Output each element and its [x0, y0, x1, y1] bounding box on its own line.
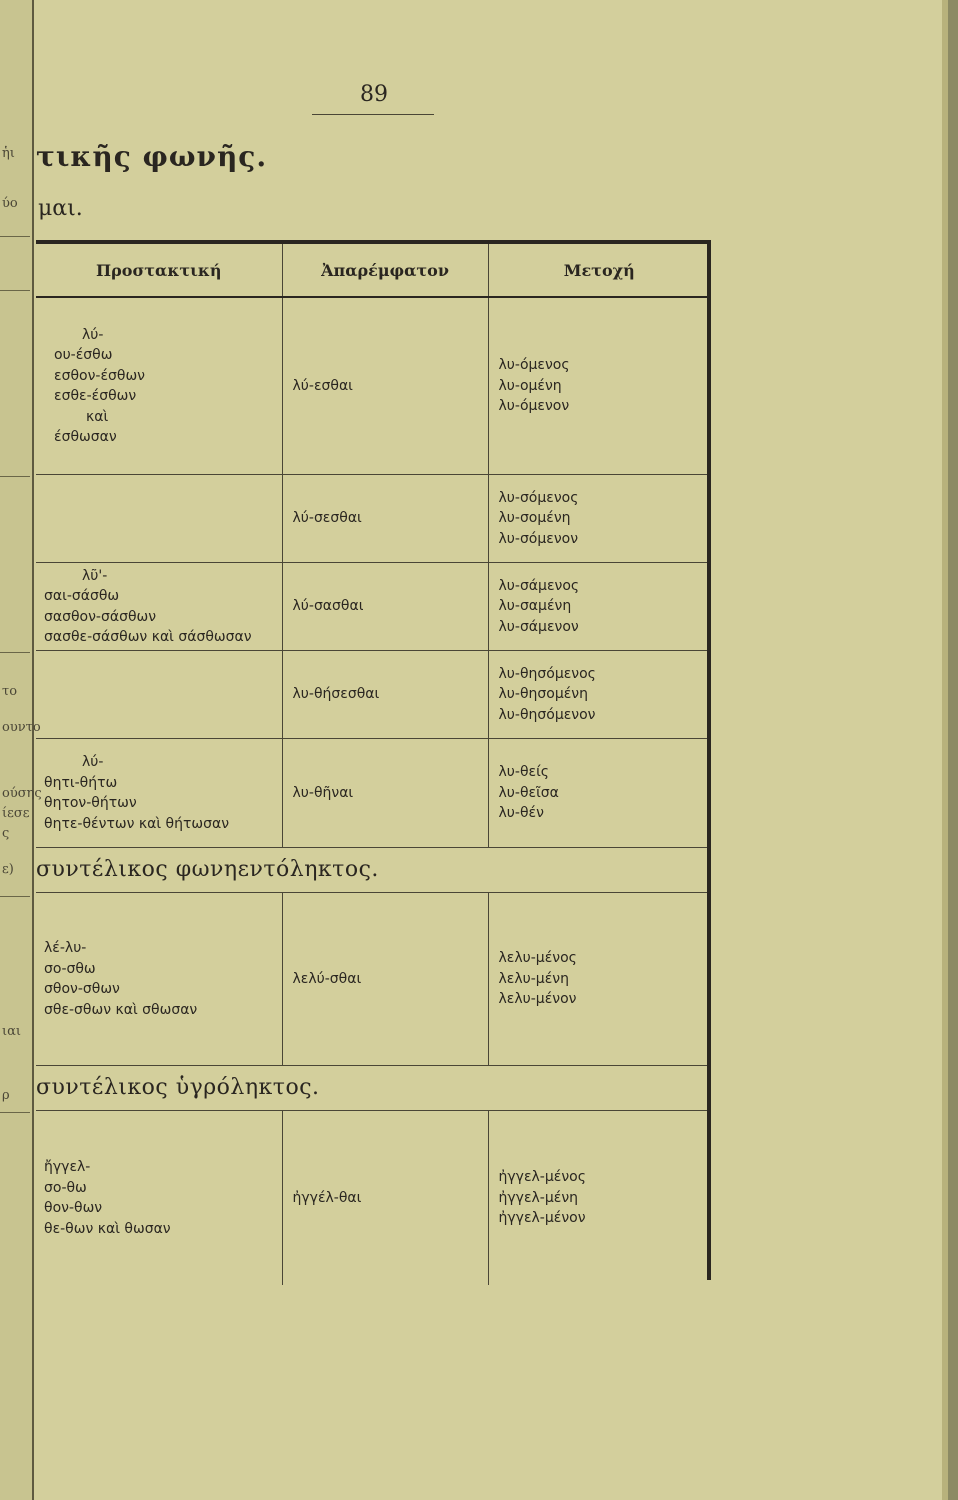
conjugation-table [36, 240, 710, 1285]
imperative-line: ου-έσθω [54, 347, 113, 363]
imperative-cell [36, 893, 282, 1066]
imperative-line: έσθωσαν [54, 429, 117, 445]
gutter-rule [0, 1112, 30, 1113]
participle-line: λυ-θέν [498, 805, 544, 822]
imperative-line: ἤγγελ- [44, 1159, 91, 1175]
participle-line: λυ-σόμενος [498, 489, 579, 506]
imperative-line: λέ-λυ- [44, 940, 87, 956]
infinitive-cell: λελύ-σθαι [282, 893, 488, 1066]
gutter-fragment: ούσης [2, 786, 42, 801]
imperative-line: σο-θω [44, 1179, 87, 1196]
imperative-line: σασθε-σάσθων καὶ σάσθωσαν [44, 629, 252, 645]
gutter-fragment: ε) [2, 862, 14, 877]
participle-cell [488, 651, 710, 739]
section-title-row [36, 1066, 710, 1111]
participle-cell [488, 1111, 710, 1286]
imperative-line: λύ- [82, 754, 104, 770]
header-infinitive: Ἀπαρέμφατον [282, 242, 488, 297]
gutter-fragment: ἡι [2, 146, 15, 161]
gutter-fragment: το [2, 684, 18, 699]
gutter-rule [0, 290, 30, 291]
infinitive-cell: λυ-θῆναι [282, 739, 488, 848]
table-row [36, 739, 710, 848]
previous-page-gutter [0, 0, 42, 1500]
page-number-rule [312, 114, 434, 115]
imperative-cell [36, 475, 282, 563]
imperative-line: σαι-σάσθω [44, 588, 120, 604]
table-row [36, 563, 710, 651]
participle-line: λυ-θησομένη [498, 686, 588, 703]
imperative-cell [36, 297, 282, 475]
participle-line: λυ-ομένη [498, 377, 562, 394]
imperative-line: θητι-θήτω [44, 774, 118, 791]
infinitive-cell: λύ-σεσθαι [282, 475, 488, 563]
section-title-perfect-vowel: συντέλικος φωνηεντόληκτος. [36, 848, 710, 893]
table-row [36, 1111, 710, 1286]
participle-line: λελυ-μένος [498, 950, 577, 967]
gutter-fragment: ύο [2, 196, 18, 211]
section-title-perfect-liquid: συντέλικος ὑγρόληκτος. [36, 1066, 710, 1111]
participle-line: λυ-σαμένη [498, 598, 572, 615]
gutter-fragment: ς [2, 826, 10, 841]
gutter-rule [0, 476, 30, 477]
participle-line: λελυ-μένον [498, 991, 577, 1008]
imperative-line: θητον-θήτων [44, 795, 137, 811]
imperative-line: εσθε-έσθων [54, 388, 137, 404]
table-row [36, 651, 710, 739]
participle-line: λυ-σάμενος [498, 577, 580, 594]
imperative-cell [36, 739, 282, 848]
imperative-line: σο-σθω [44, 960, 96, 977]
imperative-line: λύ- [82, 326, 104, 343]
table-header-row [36, 242, 710, 297]
participle-line: ἠγγελ-μένη [498, 1189, 579, 1206]
participle-line: λυ-θησόμενος [498, 665, 596, 682]
infinitive-cell: ἠγγέλ-θαι [282, 1111, 488, 1286]
participle-line: λυ-θεῖσα [498, 784, 559, 801]
header-participle: Μετοχή [488, 242, 710, 297]
table-row [36, 475, 710, 563]
table-row [36, 893, 710, 1066]
infinitive-cell: λύ-σασθαι [282, 563, 488, 651]
gutter-rule [0, 236, 30, 237]
participle-line: ἠγγελ-μένος [498, 1169, 586, 1186]
section-heading: τικῆς φωνῆς. [36, 140, 268, 173]
participle-cell [488, 475, 710, 563]
header-imperative: Προστακτική [36, 242, 282, 297]
gutter-rule [0, 896, 30, 897]
gutter-fragment: ουντο [2, 720, 41, 735]
imperative-line: θε-θων καὶ θωσαν [44, 1220, 171, 1237]
imperative-line: σασθον-σάσθων [44, 608, 157, 625]
imperative-line: καὶ [86, 408, 109, 425]
imperative-cell [36, 1111, 282, 1286]
gutter-fragment: ιαι [2, 1024, 21, 1039]
imperative-cell [36, 651, 282, 739]
table-row [36, 297, 710, 475]
imperative-line: θον-θων [44, 1200, 103, 1216]
table-right-border [707, 240, 711, 1280]
participle-cell [488, 893, 710, 1066]
participle-line: λυ-όμενος [498, 357, 570, 374]
participle-line: λυ-σόμενον [498, 530, 579, 547]
gutter-fragment: ρ [2, 1088, 10, 1103]
participle-line: λυ-όμενον [498, 398, 570, 415]
imperative-line: θητε-θέντων καὶ θήτωσαν [44, 815, 230, 832]
participle-line: ἠγγελ-μένον [498, 1210, 586, 1227]
participle-line: λελυ-μένη [498, 970, 569, 987]
section-subheading: μαι. [38, 196, 83, 221]
imperative-line: εσθον-έσθων [54, 367, 145, 384]
participle-cell [488, 563, 710, 651]
participle-cell [488, 297, 710, 475]
imperative-line: σθον-σθων [44, 981, 120, 997]
imperative-line: λῦ'- [82, 567, 108, 584]
participle-line: λυ-θησόμενον [498, 706, 596, 723]
participle-cell [488, 739, 710, 848]
gutter-rule [0, 652, 30, 653]
section-title-row [36, 848, 710, 893]
page-number: 89 [360, 82, 388, 107]
participle-line: λυ-σάμενον [498, 618, 579, 635]
imperative-line: σθε-σθων καὶ σθωσαν [44, 1001, 198, 1018]
imperative-cell [36, 563, 282, 651]
infinitive-cell: λύ-εσθαι [282, 297, 488, 475]
infinitive-cell: λυ-θήσεσθαι [282, 651, 488, 739]
participle-line: λυ-θείς [498, 764, 550, 781]
gutter-fragment: ίεσε [2, 806, 30, 821]
participle-line: λυ-σομένη [498, 510, 571, 527]
